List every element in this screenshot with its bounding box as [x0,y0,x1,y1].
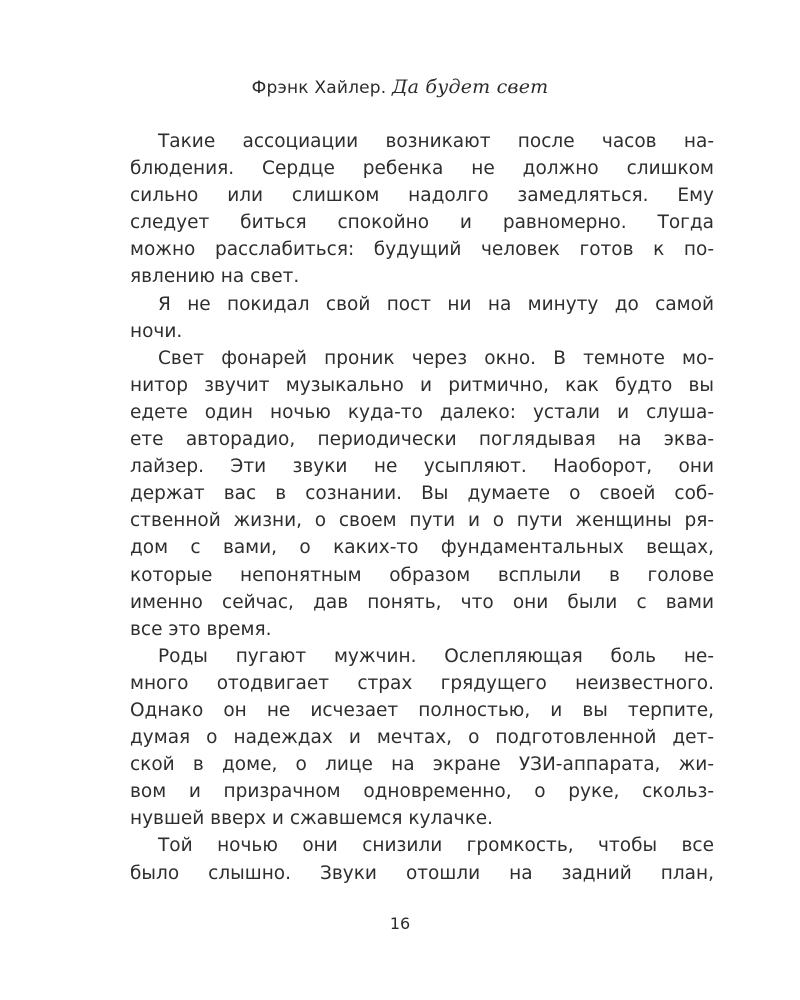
text-line: много отодвигает страх грядущего неизвестного. [130,672,714,694]
text-line: нувшей вверх и сжавшемся кулачке. [130,808,493,830]
text-line: ственной жизни, о своем пути и о пути женщины ря- [130,510,714,532]
text-line: дом с вами, о каких-то фундаментальных вещах, [130,537,714,559]
page-number: 16 [389,914,411,933]
text-line: именно сейчас, дав понять, что они были с вами [130,591,714,613]
text-line: ночи. [130,320,183,342]
text-line: нитор звучит музыкально и ритмично, как будто вы [130,374,714,396]
header-book-title: Да будет свет [392,76,549,98]
text-line: лайзер. Эти звуки не усыпляют. Наоборот, они [130,456,714,478]
text-line: Я не покидал свой пост ни на минуту до самой [158,293,714,315]
header-author: Фрэнк Хайлер. [251,78,387,98]
paragraph [130,643,714,833]
paragraph [130,291,714,345]
text-line: едете один ночью куда-то далеко: устали и слуша- [130,401,714,423]
text-line: следует биться спокойно и равномерно. Тогда [130,212,714,234]
body-text [130,128,714,887]
text-line: держат вас в сознании. Вы думаете о своей соб- [130,483,714,505]
text-line: Роды пугают мужчин. Ослепляющая боль не- [158,645,714,667]
text-line: было слышно. Звуки отошли на задний план, [130,862,714,884]
text-line: Такие ассоциации возникают после часов на- [158,131,714,152]
text-line: Свет фонарей проник через окно. В темноте мо- [158,347,714,369]
text-line: ской в доме, о лице на экране УЗИ-аппарата, жи- [130,754,714,776]
text-line: Той ночью они снизили громкость, чтобы все [158,835,714,857]
text-line: думая о надеждах и мечтах, о подготовленной дет- [130,727,714,749]
text-line: блюдения. Сердце ребенка не должно слишком [130,158,714,180]
paragraph [130,345,714,643]
paragraph [130,128,714,291]
text-line: Однако он не исчезает полностью, и вы терпите, [130,699,714,721]
text-line: ете авторадио, периодически поглядывая на эква- [130,429,714,451]
running-header [0,76,800,98]
paragraph [130,832,714,886]
text-line: которые непонятным образом всплыли в голове [130,564,714,586]
text-line: можно расслабиться: будущий человек готов к по- [130,239,714,261]
text-line: явлению на свет. [130,266,300,288]
text-line: все это время. [130,618,272,640]
text-line: сильно или слишком надолго замедляться. Ему [130,185,714,207]
text-line: вом и призрачном одновременно, о руке, скольз- [130,781,714,803]
